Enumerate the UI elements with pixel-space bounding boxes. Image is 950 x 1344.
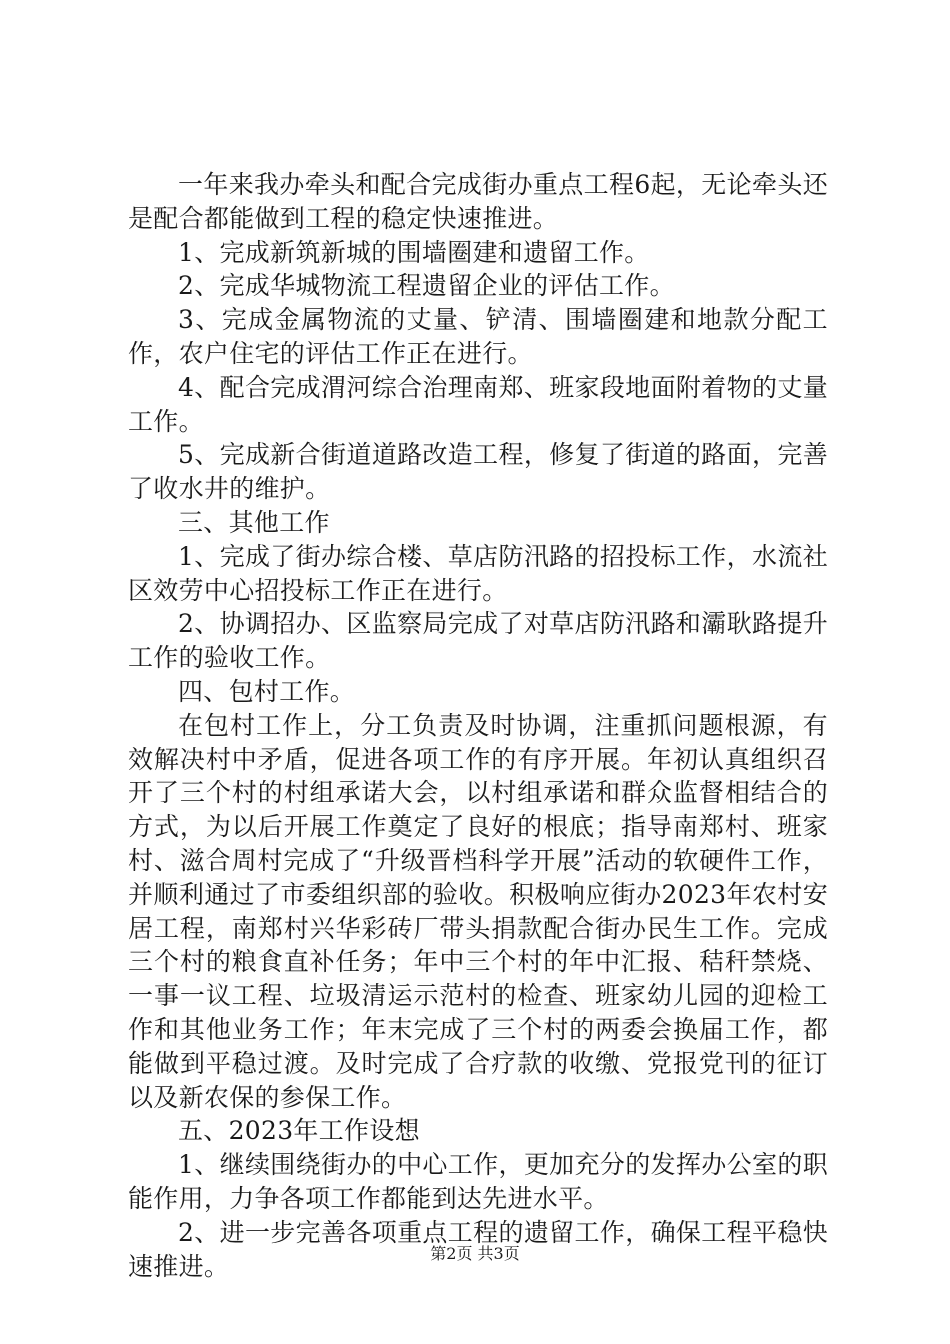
document-body (128, 168, 828, 1283)
section-heading-village-work: 四、包村工作。 (178, 676, 356, 706)
paragraph-other-2: 2、协调招办、区监察局完成了对草店防汛路和灞耿路提升工作的验收工作。 (128, 609, 828, 673)
paragraph-village-work: 在包村工作上，分工负责及时协调，注重抓问题根源，有效解决村中矛盾，促进各项工作的有序开展。年初认真组织召开了三个村的村组承诺大会，以村组承诺和群众监督相结合的方式，为以后开展工作奠定了良好的根底；指导南郑村、班家村、滋合周村完成了“升级晋档科学开展”活动的软硬件工作，并顺利通过了市委组织部的验收。积极响应街办2023年农村安居工程，南郑村兴华彩砖厂带头捐款配合街办民生工作。完成三个村的粮食直补任务；年中三个村的年中汇报、秸秆禁烧、一事一议工程、垃圾清运示范村的检查、班家幼儿园的迎检工作和其他业务工作；年末完成了三个村的两委会换届工作，都能做到平稳过渡。及时完成了合疗款的收缴、党报党刊的征订以及新农保的参保工作。 (128, 710, 828, 1112)
section-heading-2023-plan: 五、2023年工作设想 (178, 1116, 420, 1146)
paragraph-other-1: 1、完成了街办综合楼、草店防汛路的招投标工作，水流社区效劳中心招投标工作正在进行。 (128, 541, 828, 605)
paragraph-key-projects: 一年来我办牵头和配合完成街办重点工程6起，无论牵头还是配合都能做到工程的稳定快速推进。 (128, 170, 828, 233)
paragraph-item-4: 4、配合完成渭河综合治理南郑、班家段地面附着物的丈量工作。 (128, 372, 828, 436)
paragraph-plan-1: 1、继续围绕街办的中心工作，更加充分的发挥办公室的职能作用，力争各项工作都能到达先进水平。 (128, 1150, 828, 1213)
paragraph-item-1: 1、完成新筑新城的围墙圈建和遗留工作。 (178, 237, 650, 267)
paragraph-item-5: 5、完成新合街道道路改造工程，修复了街道的路面，完善了收水井的维护。 (128, 440, 828, 504)
section-heading-other-work: 三、其他工作 (178, 507, 330, 537)
paragraph-item-3: 3、完成金属物流的丈量、铲清、围墙圈建和地款分配工作，农户住宅的评估工作正在进行。 (128, 305, 828, 368)
paragraph-plan-2: 2、进一步完善各项重点工程的遗留工作，确保工程平稳快速推进。 (128, 1217, 828, 1281)
page-number-footer: 第2页 共3页 (430, 1244, 520, 1263)
paragraph-item-2: 2、完成华城物流工程遗留企业的评估工作。 (178, 271, 675, 301)
